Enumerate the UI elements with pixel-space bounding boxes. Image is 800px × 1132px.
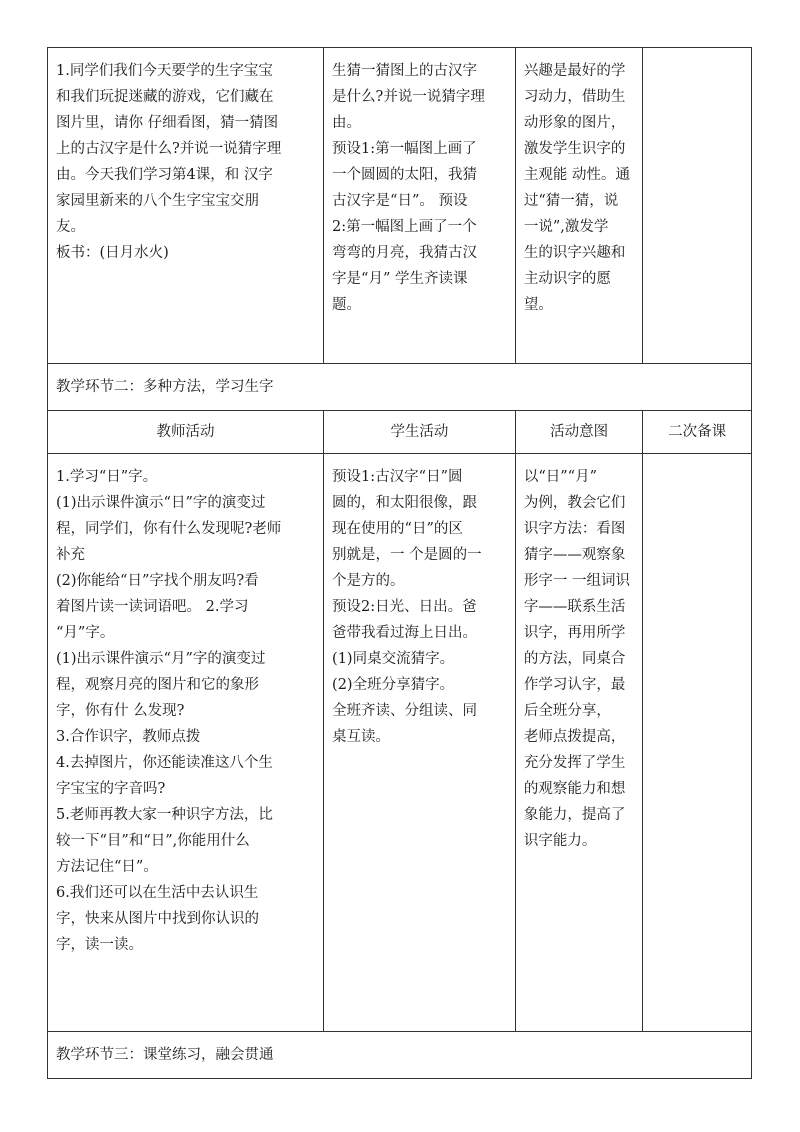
text-line: 由。: [332, 115, 362, 131]
activity-intent-cell: [515, 48, 642, 364]
activity-intent-cell: [515, 454, 642, 1032]
text-line: 字，读一读。: [56, 937, 143, 953]
text-line: 爸带我看过海上日出。: [332, 625, 478, 641]
teacher-activity-cell: [48, 48, 324, 364]
text-line: 识字能力。: [523, 833, 597, 849]
text-line: 6.我们还可以在生活中去认识生: [56, 885, 259, 901]
text-line: 桌互读。: [332, 729, 391, 745]
header-student-activity: 学生活动: [324, 411, 516, 454]
text-line: 着图片读一读词语吧。 2.学习: [56, 599, 249, 615]
text-line: 为例，教会它们: [523, 495, 626, 511]
text-line: 的方法，同桌合: [523, 651, 626, 667]
text-line: 和我们玩捉迷藏的游戏，它们藏在: [56, 89, 274, 105]
text-line: 识字，再用所学: [523, 625, 626, 641]
text-line: 生猜一猜图上的古汉字: [332, 63, 478, 79]
text-line: 1.学习“日”字。: [56, 469, 158, 485]
text-line: 识字方法：看图: [523, 521, 626, 537]
text-line: 作学习认字，最: [523, 677, 626, 693]
text-line: 1.同学们我们今天要学的生字宝宝: [56, 63, 273, 79]
text-line: 主观能 动性。通: [523, 167, 630, 183]
text-line: 的观察能力和想: [523, 781, 626, 797]
text-line: (1)出示课件演示“日”字的演变过: [56, 495, 266, 511]
section-title-2: 教学环节二：多种方法，学习生字: [48, 364, 752, 411]
text-line: 个是方的。: [332, 573, 405, 589]
text-line: 一个圆圆的太阳，我猜: [332, 167, 478, 183]
text-line: 字宝宝的字音吗?: [56, 781, 166, 797]
text-line: 补充: [56, 547, 85, 563]
text-line: 生的识字兴趣和: [523, 245, 626, 261]
text-line: 方法记住“日”。: [56, 859, 158, 875]
text-line: 字，快来从图片中找到你认识的: [56, 911, 259, 927]
text-line: 以“日”“月”: [523, 469, 597, 485]
student-activity-cell: [324, 454, 516, 1032]
text-line: 板书：(日月水火): [56, 245, 169, 261]
text-line: (1)出示课件演示“月”字的演变过: [56, 651, 266, 667]
text-line: 一说”,激发学: [523, 219, 609, 235]
text-line: 老师点拨提高，: [523, 729, 626, 745]
text-line: 形字一 一组词识: [523, 573, 630, 589]
text-line: 弯弯的月亮，我猜古汉: [332, 245, 478, 261]
text-line: 兴趣是最好的学: [523, 63, 626, 79]
text-line: 5.老师再教大家一种识字方法，比: [56, 807, 273, 823]
text-line: 过“猜一猜，说: [523, 193, 619, 209]
text-line: 是什么?并说一说猜字理: [332, 89, 485, 105]
text-line: (2)你能给“日”字找个朋友吗?看: [56, 573, 259, 589]
text-line: 预设2:日光、日出。爸: [332, 599, 477, 615]
text-line: 2:第一幅图上画了一个: [332, 219, 477, 235]
second-prep-cell: [643, 48, 752, 364]
header-activity-intent: 活动意图: [515, 411, 642, 454]
text-line: 字——联系生活: [523, 599, 626, 615]
text-line: 象能力，提高了: [523, 807, 626, 823]
text-line: (1)同桌交流猜字。: [332, 651, 455, 667]
text-line: 望。: [523, 297, 553, 313]
text-line: “月”字。: [56, 625, 115, 641]
text-line: 圆的，和太阳很像，跟: [332, 495, 478, 511]
text-line: 充分发挥了学生: [523, 755, 626, 771]
text-line: 字，你有什 么发现?: [56, 703, 185, 719]
header-row: [48, 411, 752, 454]
text-line: 友。: [56, 219, 85, 235]
text-line: 程，观察月亮的图片和它的象形: [56, 677, 259, 693]
text-line: 程，同学们，你有什么发现呢?老师: [56, 521, 282, 537]
text-line: 猜字——观察象: [523, 547, 626, 563]
text-line: 由。今天我们学习第4课，和 汉字: [56, 167, 273, 183]
student-activity-cell: [324, 48, 516, 364]
text-line: 别就是，一 个是圆的一: [332, 547, 482, 563]
text-line: 字是“月” 学生齐读课: [332, 271, 468, 287]
teacher-activity-cell: [48, 454, 324, 1032]
text-line: 后全班分享，: [523, 703, 611, 719]
text-line: 上的古汉字是什么?并说一说猜字理: [56, 141, 282, 157]
text-line: 古汉字是“日”。 预设: [332, 193, 468, 209]
section-row: [48, 364, 752, 411]
text-line: (2)全班分享猜字。: [332, 677, 455, 693]
header-second-prep: 二次备课: [643, 411, 752, 454]
text-line: 现在使用的“日”的区: [332, 521, 463, 537]
text-line: 4.去掉图片，你还能读准这八个生: [56, 755, 273, 771]
text-line: 预设1:古汉字“日”圆: [332, 469, 463, 485]
section-row: [48, 1032, 752, 1079]
table-row: [48, 48, 752, 364]
text-line: 较一下“目”和“日”,你能用什么: [56, 833, 250, 849]
text-line: 激发学生识字的: [523, 141, 626, 157]
table-row: [48, 454, 752, 1032]
text-line: 习动力，借助生: [523, 89, 626, 105]
lesson-plan-table: [47, 47, 752, 1079]
header-teacher-activity: 教师活动: [48, 411, 324, 454]
text-line: 全班齐读、分组读、同: [332, 703, 478, 719]
text-line: 主动识字的愿: [523, 271, 611, 287]
second-prep-cell: [643, 454, 752, 1032]
text-line: 图片里，请你 仔细看图，猜一猜图: [56, 115, 279, 131]
text-line: 3.合作识字，教师点拨: [56, 729, 201, 745]
text-line: 家园里新来的八个生字宝宝交朋: [56, 193, 259, 209]
section-title-3: 教学环节三：课堂练习，融会贯通: [48, 1032, 752, 1079]
text-line: 动形象的图片，: [523, 115, 626, 131]
text-line: 预设1:第一幅图上画了: [332, 141, 477, 157]
text-line: 题。: [332, 297, 362, 313]
